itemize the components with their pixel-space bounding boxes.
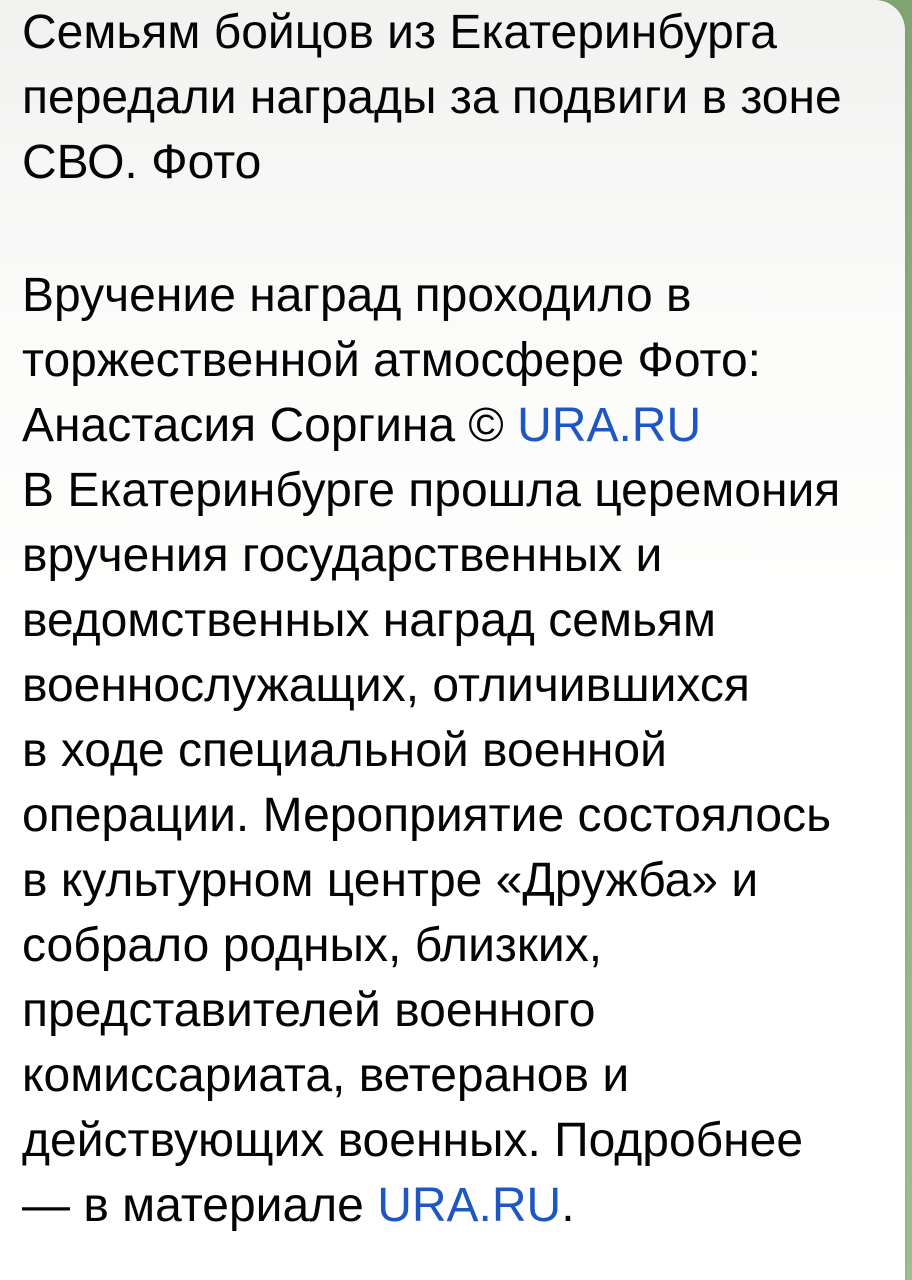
headline-line: СВО. Фото: [22, 136, 262, 189]
body-line: комиссариата, ветеранов и: [22, 1049, 630, 1102]
body-line: В Екатеринбурге прошла церемония: [22, 464, 841, 517]
body-line: вручения государственных и: [22, 529, 663, 582]
body-line: операции. Мероприятие состоялось: [22, 789, 832, 842]
body-line: ведомственных наград семьям: [22, 594, 716, 647]
photo-caption-credit-line: [22, 393, 887, 458]
photo-caption-line: торжественной атмосфере Фото:: [22, 334, 761, 387]
article-body: [22, 263, 887, 1238]
ura-ru-link[interactable]: URA.RU: [517, 399, 702, 452]
body-last-line-period: .: [561, 1179, 575, 1232]
headline-line: передали награды за подвиги в зоне: [22, 71, 842, 124]
headline-line: Семьям бойцов из Екатеринбурга: [22, 6, 777, 59]
body-line: собрало родных, близких,: [22, 919, 603, 972]
body-line: военнослужащих, отличившихся: [22, 659, 750, 712]
article-headline: [22, 0, 887, 195]
body-line: в ходе специальной военной: [22, 724, 667, 777]
body-last-line: [22, 1173, 887, 1238]
photo-caption-line: Вручение наград проходило в: [22, 269, 692, 322]
body-line: представителей военного: [22, 984, 596, 1037]
photo-credit-text: Анастасия Соргина ©: [22, 399, 518, 452]
ura-ru-link[interactable]: URA.RU: [377, 1179, 562, 1232]
body-line: действующих военных. Подробнее: [22, 1114, 804, 1167]
body-line: в культурном центре «Дружба» и: [22, 854, 759, 907]
body-last-line-text: — в материале: [22, 1179, 378, 1232]
